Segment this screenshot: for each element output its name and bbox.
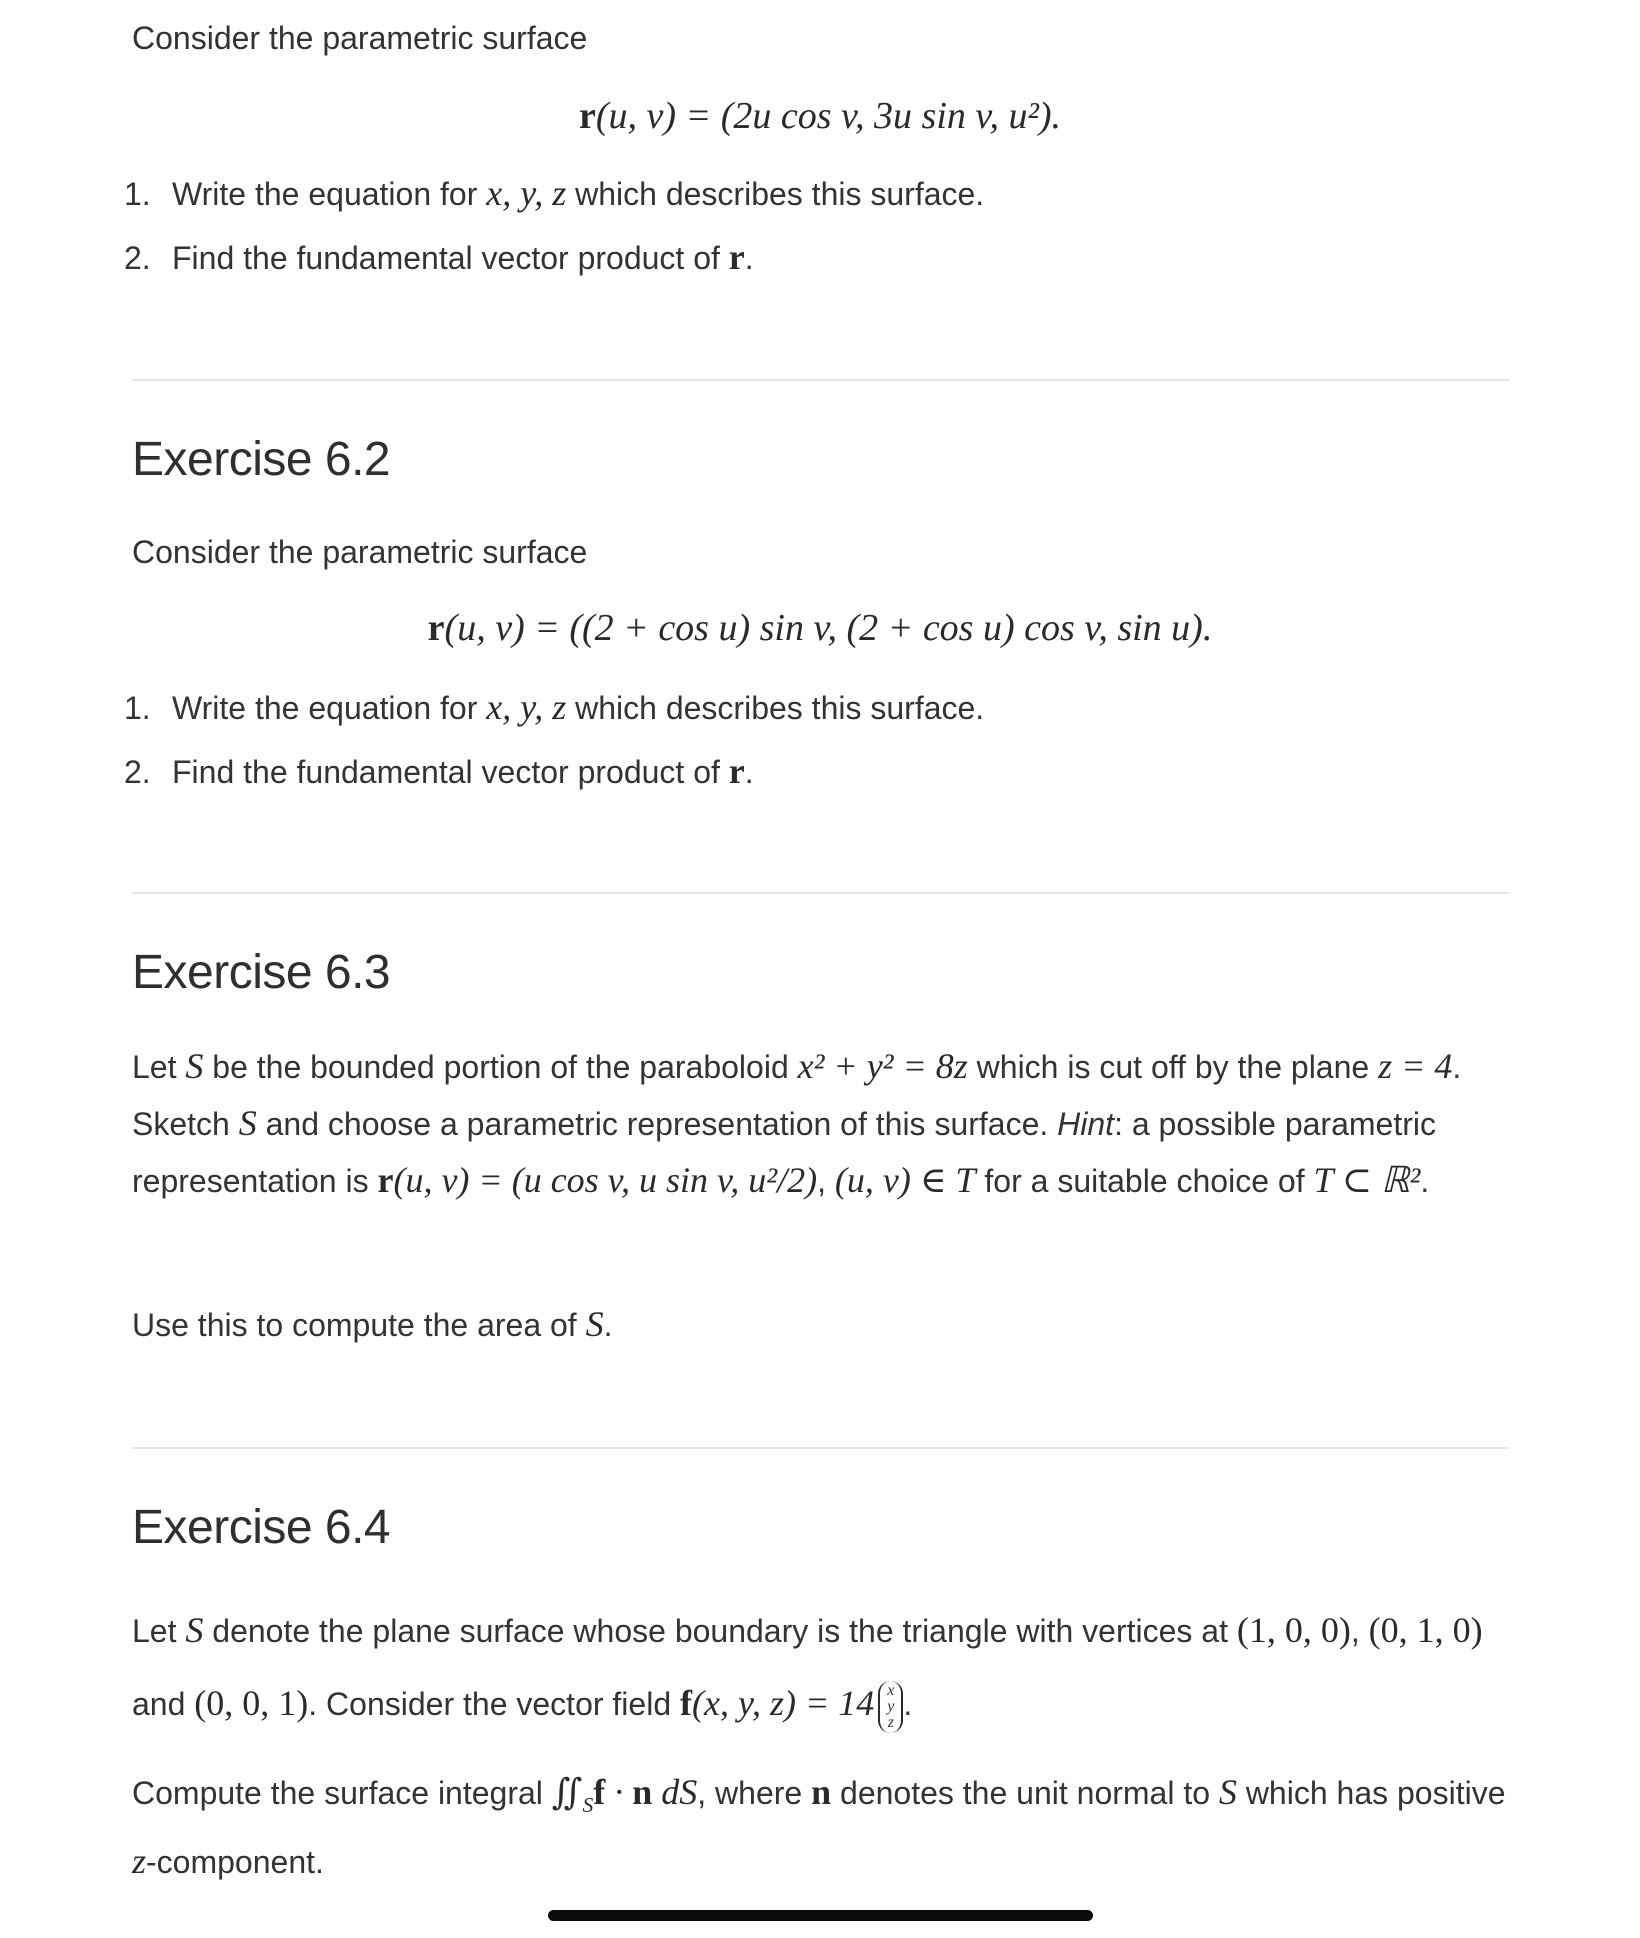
ex64-heading: Exercise 6.4 — [132, 1501, 391, 1554]
ex64-text: -component. — [146, 1844, 324, 1881]
ex64-text: denotes the unit normal to — [840, 1775, 1211, 1811]
ex63-text: which is cut off by the plane — [976, 1049, 1370, 1085]
ex63-math: z = 4 — [1378, 1046, 1453, 1086]
ex64-math: (1, 0, 0) — [1236, 1610, 1351, 1650]
ex62-item2-math: r — [728, 751, 745, 791]
ex62-r-vector: r — [427, 607, 445, 649]
ex64-math: z — [132, 1841, 147, 1882]
ex62-item1-text: Write the equation for — [172, 690, 478, 726]
ex62-display-equation — [0, 606, 1640, 650]
ex61-item2-tail: . — [744, 240, 754, 276]
ex61-item1-math: x, y, z — [486, 173, 567, 213]
ex63-math: S — [185, 1046, 204, 1086]
ex62-list-item-2 — [124, 750, 1504, 792]
ex62-equation-rest: (u, v) = ((2 + cos u) sin v, (2 + cos u) cos v, sin u). — [444, 607, 1213, 649]
ex62-item2-text: Find the fundamental vector product of — [172, 754, 720, 790]
integral-subscript: S — [582, 1793, 594, 1818]
ex64-text: which has positive — [1245, 1775, 1506, 1811]
ex62-item2-tail: . — [744, 754, 754, 790]
ex61-item1-tail: which describes this surface. — [575, 176, 985, 212]
ex61-intro-text: Consider the parametric surface — [132, 20, 588, 56]
ex64-surface-integral — [551, 1772, 698, 1818]
ex61-display-equation — [0, 94, 1640, 138]
section-divider — [132, 892, 1509, 894]
ex63-math: S — [238, 1103, 257, 1143]
ex64-text: and — [132, 1686, 186, 1722]
ex63-paragraph-1 — [132, 1038, 1512, 1209]
section-divider — [132, 379, 1509, 381]
ex61-item2-math: r — [728, 237, 745, 277]
ex62-intro — [132, 524, 1512, 580]
integrand-n: n — [632, 1772, 653, 1812]
vector-component-x: x — [887, 1681, 895, 1699]
integrand-f: f — [593, 1772, 606, 1812]
ex64-f-vector: f — [680, 1683, 692, 1723]
ex63-text: and choose a parametric representation of this surface. — [265, 1106, 1049, 1142]
ex63-heading: Exercise 6.3 — [132, 946, 391, 999]
double-integral-sign: ∬ — [551, 1772, 583, 1812]
ex64-math: (0, 1, 0) — [1368, 1610, 1483, 1650]
ex62-item1-math: x, y, z — [486, 687, 567, 727]
ex64-text: . Consider the vector field — [308, 1686, 672, 1722]
vector-component-y: y — [887, 1697, 895, 1715]
ex62-heading: Exercise 6.2 — [132, 433, 391, 486]
ex64-math: n — [811, 1772, 832, 1812]
ex62-list-item-1 — [124, 686, 1504, 728]
ex64-math: (0, 0, 1) — [194, 1683, 309, 1723]
ex63-text: . Sketch — [132, 1049, 1462, 1142]
ex62-item1-tail: which describes this surface. — [575, 690, 985, 726]
ex64-text: , — [1350, 1613, 1360, 1649]
area-element: dS — [652, 1772, 698, 1812]
ex63-text: Use this to compute the area of — [132, 1307, 577, 1343]
ex63-text: . — [1420, 1163, 1430, 1199]
ex63-math: (u, v) ∈ T — [834, 1160, 976, 1200]
ex64-text: denote the plane surface whose boundary is the triangle with vertices at — [212, 1613, 1228, 1649]
ex61-list-item-1 — [124, 172, 1504, 214]
ex63-hint-label: Hint — [1057, 1106, 1115, 1142]
ex61-item2-number: 2. — [124, 240, 151, 276]
ex63-math: T ⊂ ℝ² — [1313, 1160, 1421, 1200]
ex64-column-vector — [878, 1681, 903, 1733]
ex63-text: Let — [132, 1049, 177, 1085]
section-divider — [132, 1447, 1509, 1449]
ex61-intro — [132, 10, 1512, 66]
ex61-list-item-2 — [124, 236, 1504, 278]
ex63-text: . — [603, 1307, 613, 1343]
ex64-text: Let — [132, 1613, 177, 1649]
dot-operator: · — [605, 1772, 633, 1812]
ex64-text: Compute the surface integral — [132, 1775, 543, 1811]
ex63-r-vector: r — [377, 1160, 394, 1200]
ex64-math: S — [1218, 1772, 1237, 1812]
ex64-math: (x, y, z) = 14 — [692, 1683, 875, 1723]
ex62-item2-number: 2. — [124, 754, 151, 790]
ex63-paragraph-2 — [132, 1296, 1512, 1353]
ex63-math: x² + y² = 8z — [797, 1046, 968, 1086]
ex61-item1-number: 1. — [124, 176, 151, 212]
ex64-paragraph-1 — [132, 1594, 1512, 1740]
home-indicator-bar[interactable] — [548, 1910, 1093, 1921]
ex64-text: , where — [697, 1775, 803, 1811]
ex63-math: (u, v) = (u cos v, u sin v, u²/2) — [393, 1160, 818, 1200]
ex63-text: , — [817, 1163, 826, 1199]
ex64-text: . — [903, 1686, 913, 1722]
ex63-text: : a possible parametric representation is — [132, 1106, 1436, 1199]
ex61-r-vector: r — [579, 95, 596, 137]
ex64-paragraph-2 — [132, 1764, 1512, 1890]
ex61-item2-text: Find the fundamental vector product of — [172, 240, 720, 276]
ex61-item1-text: Write the equation for — [172, 176, 478, 212]
ex64-math: S — [185, 1610, 204, 1650]
ex62-item1-number: 1. — [124, 690, 151, 726]
ex62-intro-text: Consider the parametric surface — [132, 534, 588, 570]
ex63-math: S — [585, 1304, 604, 1344]
vector-component-z: z — [887, 1713, 894, 1731]
ex63-text: for a suitable choice of — [984, 1163, 1305, 1199]
ex61-equation-rest: (u, v) = (2u cos v, 3u sin v, u²). — [595, 95, 1061, 137]
ex63-text: be the bounded portion of the paraboloid — [212, 1049, 789, 1085]
